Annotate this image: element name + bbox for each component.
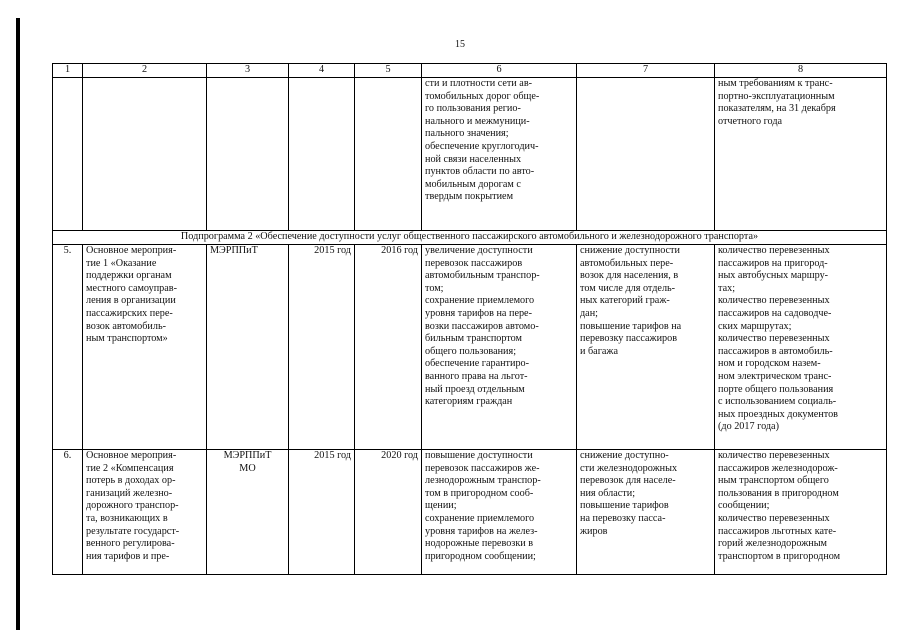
program-table (52, 63, 887, 575)
cont-cell-7 (577, 78, 715, 231)
activity-name: Основное мероприя- тие 2 «Компенсация потерь в доходах ор- ганизаций железно- дорожного транспор- та, возникающих в результате государст- венного регулирова- ния тарифов и пре- (83, 450, 207, 575)
header-row (53, 64, 887, 78)
header-cell-8: 8 (715, 64, 887, 78)
end-year: 2020 год (355, 450, 422, 575)
header-cell-5: 5 (355, 64, 422, 78)
table-row (53, 450, 887, 575)
cont-results-cell: сти и плотности сети ав- томобильных дорог обще- го пользования регио- нального и межмуници- пального значения; обеспечение круглогодич- ной связи населенных пунктов области по авто- мобильным дорогам с твердым покрытием (422, 78, 577, 231)
subprogram-row (53, 231, 887, 245)
end-year: 2016 год (355, 245, 422, 450)
header-cell-7: 7 (577, 64, 715, 78)
indicators: количество перевезенных пассажиров железнодорож- ным транспортом общего пользования в пригородном сообщении; количество перевезенных пассажиров льготных кате- горий железнодорожным транспортом в пригородном (715, 450, 887, 575)
cont-cell-4 (289, 78, 355, 231)
cont-cell-2 (83, 78, 207, 231)
header-cell-6: 6 (422, 64, 577, 78)
non-implementation-consequences: снижение доступно- сти железнодорожных перевозок для населе- ния области; повышение тарифов на перевозку пасса- жиров (577, 450, 715, 575)
start-year: 2015 год (289, 245, 355, 450)
header-cell-4: 4 (289, 64, 355, 78)
activity-name: Основное мероприя- тие 1 «Оказание поддержки органам местного самоуправ- ления в организации пассажирских пере- возок автомобиль- ным транспортом» (83, 245, 207, 450)
non-implementation-consequences: снижение доступности автомобильных пере- возок для населения, в том числе для отдель- ных категорий граж- дан; повышение тарифов на перевозку пассажиров и багажа (577, 245, 715, 450)
cont-cell-1 (53, 78, 83, 231)
header-cell-2: 2 (83, 64, 207, 78)
expected-results: увеличение доступности перевозок пассажиров автомобильным транспор- том; сохранение приемлемого уровня тарифов на пере- возки пассажиров автомо- бильным транспортом общего пользования; обеспечение гарантиро- ванного права на льгот- ный проезд отдельным категориям граждан (422, 245, 577, 450)
cont-indicators-cell: ным требованиям к транс- портно-эксплуатационным показателям, на 31 декабря отчетного года (715, 78, 887, 231)
table-row (53, 245, 887, 450)
subprogram-title: Подпрограмма 2 «Обеспечение доступности услуг общественного пассажирского автомобильного и железнодорожного транспорта» (53, 231, 887, 245)
header-cell-1: 1 (53, 64, 83, 78)
row-number: 6. (53, 450, 83, 575)
executor: МЭРППиТ (207, 245, 289, 450)
row-number: 5. (53, 245, 83, 450)
header-cell-3: 3 (207, 64, 289, 78)
start-year: 2015 год (289, 450, 355, 575)
indicators: количество перевезенных пассажиров на пригород- ных автобусных маршру- тах; количество перевезенных пассажиров на садоводче- ских маршрутах; количество перевезенных пассажиров в автомобиль- ном и городском назем- ном электрическом транс- порте общего пользования с использованием социаль- ных проездных документов (до 2017 года) (715, 245, 887, 450)
executor: МЭРППиТ МО (207, 450, 289, 575)
scan-margin-bar (16, 18, 20, 630)
cont-cell-3 (207, 78, 289, 231)
cont-cell-5 (355, 78, 422, 231)
expected-results: повышение доступности перевозок пассажиров же- лезнодорожным транспор- том в пригородном сооб- щении; сохранение приемлемого уровня тарифов на желез- нодорожные перевозки в пригородном сообщении; (422, 450, 577, 575)
continuation-row (53, 78, 887, 231)
page-number: 15 (455, 39, 465, 50)
